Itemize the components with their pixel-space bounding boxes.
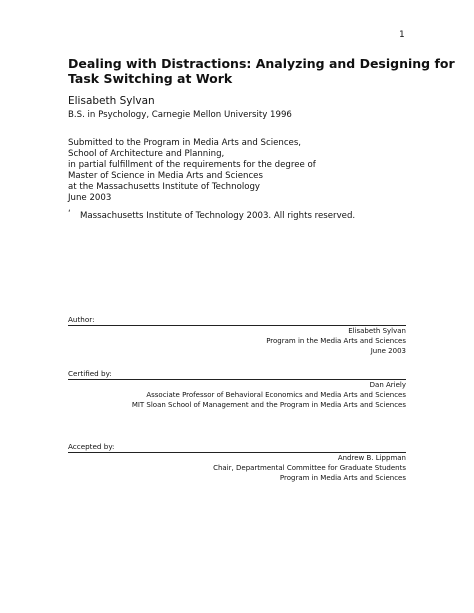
signature-affiliation: Chair, Departmental Committee for Graduate Students: [213, 464, 406, 472]
signature-name: Andrew B. Lippman: [337, 454, 406, 462]
thesis-title-line: Dealing with Distractions: Analyzing and Designing for: [68, 56, 455, 71]
signature-affiliation: MIT Sloan School of Management and the Program in Media Arts and Sciences: [131, 401, 406, 409]
certified-by-signature-block: [132, 380, 406, 410]
submission-line: School of Architecture and Planning,: [68, 149, 225, 159]
submission-statement: [68, 138, 316, 204]
signature-date: June 2003: [370, 347, 406, 355]
signature-name: Dan Ariely: [369, 381, 406, 389]
signature-affiliation: Associate Professor of Behavioral Economics and Media Arts and Sciences: [146, 391, 406, 399]
prior-degree: B.S. in Psychology, Carnegie Mellon University 1996: [68, 110, 292, 120]
copyright-symbol: ‘: [68, 209, 71, 219]
signature-affiliation: Program in Media Arts and Sciences: [279, 474, 406, 482]
page-number: 1: [399, 30, 405, 40]
submission-line: in partial fulfillment of the requirements for the degree of: [68, 160, 316, 170]
signature-name: Elisabeth Sylvan: [348, 327, 406, 335]
submission-line: Submitted to the Program in Media Arts and Sciences,: [68, 138, 302, 148]
accepted-by-signature-block: [213, 453, 406, 483]
accepted-by-label: Accepted by:: [68, 442, 115, 451]
submission-line: at the Massachusetts Institute of Technology: [68, 182, 261, 192]
certified-by-label: Certified by:: [68, 369, 112, 378]
author-signature-label: Author:: [68, 315, 95, 324]
author-name: Elisabeth Sylvan: [68, 95, 155, 107]
submission-line: June 2003: [68, 193, 112, 203]
copyright-notice: Massachusetts Institute of Technology 2003. All rights reserved.: [80, 211, 356, 221]
submission-line: Master of Science in Media Arts and Sciences: [68, 171, 263, 181]
author-signature-block: [266, 326, 406, 356]
thesis-title: [68, 56, 455, 86]
thesis-title-line: Task Switching at Work: [68, 71, 233, 86]
signature-affiliation: Program in the Media Arts and Sciences: [266, 337, 406, 345]
